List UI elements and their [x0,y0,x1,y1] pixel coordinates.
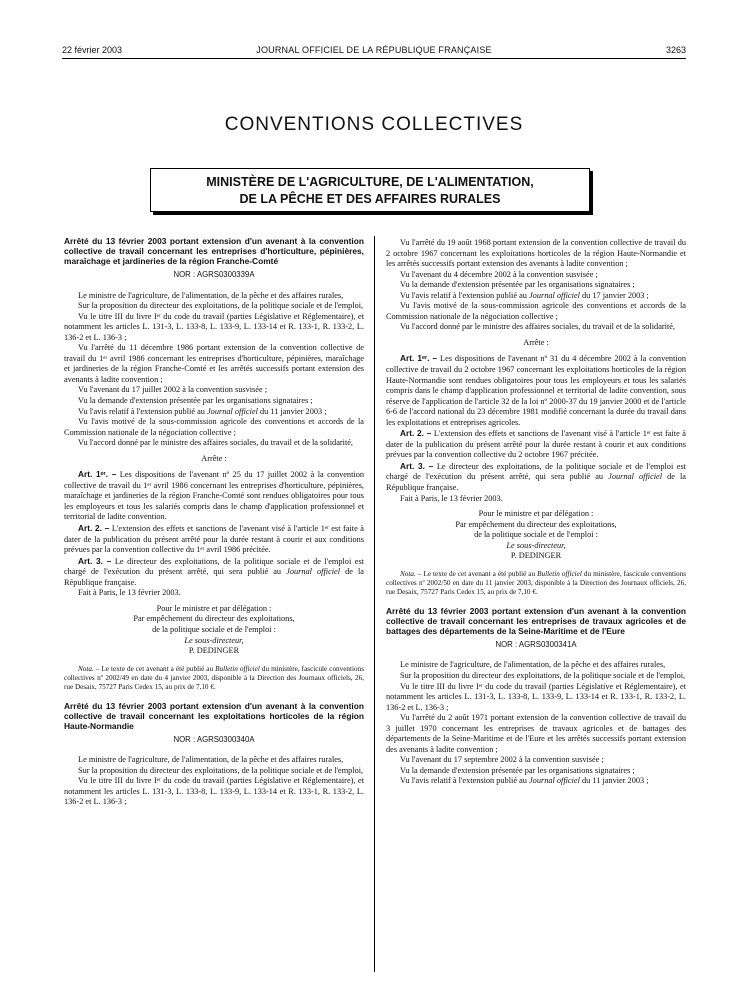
article [64,523,364,556]
paragraph [386,776,686,787]
article-label: Art. 3. – [78,555,112,566]
nor-reference: NOR : AGRS0300341A [495,639,577,649]
text: Le directeur des exploitations, de la politique sociale et de l'emploi est chargé de l'exécution du présent arrêté, qui sera publié au [64,556,364,577]
paragraph: Vu l'avenant du 17 juillet 2002 à la convention susvisée ; [78,385,268,395]
right-column [386,238,686,787]
left-column [64,236,364,808]
paragraph: Le ministre de l'agriculture, de l'alimentation, de la pêche et des affaires rurales, [78,755,344,765]
paragraph: Vu l'avis motivé de la sous-commission agricole des conventions et accords de la Commission nationale de la négociation collective ; [386,301,686,321]
decree-title: Arrêté du 13 février 2003 portant extension d'un avenant à la convention collective de travail concernant les exploitations horticoles de la région Haute-Normandie [64,700,364,731]
article [386,461,686,494]
paragraph: Vu la demande d'extension présentée par les organisations signataires ; [78,396,313,406]
paragraph: Le ministre de l'agriculture, de l'alimentation, de la pêche et des affaires rurales, [78,290,344,300]
column-separator [374,236,375,972]
text: Vu l'avis relatif à l'extension publié au [78,406,207,416]
text: Le texte de cet avenant a été publié au [99,664,216,673]
paragraph: Vu l'accord donné par le ministre des affaires sociales, du travail et de la solidarité, [400,322,676,332]
article-label: Art. 1ᵉʳ. – [400,353,438,364]
paragraph: Le ministre de l'agriculture, de l'alimentation, de la pêche et des affaires rurales, [400,660,666,670]
paragraph: Vu l'avenant du 17 septembre 2002 à la convention susvisée ; [400,755,604,765]
signature-line: de la politique sociale et de l'emploi : [474,530,598,540]
paragraph: Vu le titre III du livre Iᵉʳ du code du travail (parties Législative et Réglementaire), et notamment les articles L. 131-3, L. 133-8, L. 133-9, L. 133-14 et R. 133-1, R. 133-2, L. 136-2 et L. 136-3 ; [64,311,364,342]
signatory-name: P. DEDINGER [188,646,240,656]
text: du 17 janvier 2003 ; [579,290,649,300]
paragraph: Vu l'arrêté du 19 août 1968 portant extension de la convention collective de travail du 2 octobre 1967 concernant les exploitations horticoles de la région Haute-Normandie et les arrêtés successifs portant extension des avenants à ladite convention ; [386,238,686,269]
article-text: L'extension des effets et sanctions de l'avenant visé à l'article 1ᵉʳ est faite à dater de la publication du présent arrêté pour la durée restant à courir et aux conditions prévues par la convention collective du 1ᵉʳ avril 1986 précitée. [64,524,364,555]
text: de la République française. [64,567,364,587]
nota-label: Nota. – [78,664,100,673]
running-header [62,45,686,57]
paragraph: Vu la demande d'extension présentée par les organisations signataires ; [400,280,635,290]
done-at: Fait à Paris, le 13 février 2003. [400,493,503,503]
journal-ref: Journal officiel [608,472,663,482]
text: du ministère, fascicule conventions collectives nº 2002/50 en date du 11 janvier 2003, disponible à la Direction des Journaux officiels, 26, rue Desaix, 75727 Paris Cedex 15, au prix de 7,10 €. [386,569,686,596]
paragraph [386,291,686,302]
journal-ref: Journal officiel [528,776,580,786]
section-title: CONVENTIONS COLLECTIVES [224,114,524,135]
paragraph: Vu l'accord donné par le ministre des affaires sociales, du travail et de la solidarité, [78,438,354,448]
done-at: Fait à Paris, le 13 février 2003. [78,588,181,598]
paragraph: Vu la demande d'extension présentée par les organisations signataires ; [400,765,635,775]
signatory-name: P. DEDINGER [510,551,562,561]
article-label: Art. 2. – [400,428,432,439]
nota [386,570,686,597]
text: Le directeur des exploitations, de la politique sociale et de l'emploi est chargé de l'exécution du présent arrêté, qui sera publié au [386,461,686,482]
nor-reference: NOR : AGRS0300339A [173,270,255,279]
nota [64,665,364,692]
journal-ref: Journal officiel [206,406,258,416]
article [64,469,364,523]
bulletin-ref: Bulletin officiel [215,664,260,673]
paragraph: Vu le titre III du livre Iᵉʳ du code du travail (parties Législative et Réglementaire), et notamment les articles L. 131-3, L. 133-8, L. 133-9, L. 133-14 et R. 133-1, R. 133-2, L. 136-2 et L. 136-3 ; [64,776,364,807]
ministry-box [150,168,590,212]
paragraph: Sur la proposition du directeur des exploitations, de la politique sociale et de l'emploi, [400,670,686,680]
paragraph: Sur la proposition du directeur des exploitations, de la politique sociale et de l'emploi, [78,301,364,311]
header-rule [62,58,686,59]
ministry-line-1: MINISTÈRE DE L'AGRICULTURE, DE L'ALIMENTATION, [206,175,534,189]
decree-title: Arrêté du 13 février 2003 portant extension d'un avenant à la convention collective de travail concernant les entreprises d'horticulture, pépinières, maraîchage et jardineries de la région Franche-Comté [64,236,364,266]
signature-line: Pour le ministre et par délégation : [478,509,594,519]
article-label: Art. 1ᵉʳ. – [78,469,117,480]
decree-title: Arrêté du 13 février 2003 portant extension d'un avenant à la convention collective de travail concernant les entreprises de travaux agricoles et de battages des départements de la Seine-Maritime et de l'Eure [386,605,686,636]
journal-ref: Journal officiel [528,290,580,300]
article-text: Les dispositions de l'avenant nº 31 du 4 décembre 2002 à la convention collective de travail du 2 octobre 1967 concernant les exploitations horticoles de la région Haute-Normandie sont rendues obligatoires pour tous les employeurs et tous les salariés compris dans le champ d'application professionnel et territorial de ladite convention, sous réserve de l'application de l'article 32 de la loi nº 2000-37 du 19 janvier 2000 et de l'article 6-6 de l'accord national du 23 décembre 1981 modifié concernant la durée du travail dans les exploitations et entreprises agricoles. [386,354,686,427]
signature-title: Le sous-directeur, [506,540,566,550]
paragraph: Vu l'arrêté du 11 décembre 1986 portant extension de la convention collective de travail du 1ᵉʳ avril 1986 concernant les entreprises d'horticulture, pépinières, maraîchage et jardineries de la région Franche-Comté et les arrêtés successifs portant extension des avenants à ladite convention ; [64,343,364,384]
arrete-heading: Arrête : [201,453,227,463]
text: de la République française. [386,472,686,493]
journal-name: JOURNAL OFFICIEL DE LA RÉPUBLIQUE FRANÇAISE [256,45,492,55]
article-text: L'extension des effets et sanctions de l'avenant visé à l'article 1ᵉʳ est faite à dater de la publication du présent arrêté pour la durée restant à courir et aux conditions prévues par la convention collective du 2 octobre 1967 précitée. [386,429,686,460]
paragraph: Sur la proposition du directeur des exploitations, de la politique sociale et de l'emploi, [78,765,364,775]
paragraph [64,407,364,418]
article [386,353,686,428]
arrete-heading: Arrête : [523,337,549,347]
nor-reference: NOR : AGRS0300340A [173,734,255,744]
paragraph: Vu l'avis motivé de la sous-commission agricole des conventions et accords de la Commission nationale de la négociation collective ; [64,417,364,437]
article [386,428,686,461]
bulletin-ref: Bulletin officiel [537,569,582,578]
signature-line: Par empêchement du directeur des exploitations, [133,614,295,624]
issue-date: 22 février 2003 [62,45,123,55]
signature-title: Le sous-directeur, [184,635,244,645]
paragraph: Vu l'arrêté du 2 août 1971 portant extension de la convention collective de travail du 3 juillet 1970 concernant les entreprises de travaux agricoles et de battages des départements de la Seine-Maritime et de l'Eure et les arrêtés successifs portant extension des avenants à ladite convention ; [386,713,686,754]
paragraph: Vu le titre III du livre Iᵉʳ du code du travail (parties Législative et Réglementaire), et notamment les articles L. 131-3, L. 133-8, L. 133-9, L. 133-14 et R. 133-1, R. 133-2, L. 136-2 et L. 136-3 ; [386,681,686,712]
signature-line: Pour le ministre et par délégation : [156,603,272,613]
article-text: Les dispositions de l'avenant nº 25 du 17 juillet 2002 à la convention collective de travail du 1ᵉʳ avril 1986 concernant les entreprises d'horticulture, pépinières, maraîchage et jardineries de la région Franche-Comté sont rendues obligatoires pour tous les employeurs et tous les salariés compris dans le champ d'application professionnel et territorial de ladite convention. [64,470,364,522]
text: du ministère, fascicule conventions collectives nº 2002/49 en date du 4 janvier 2003, disponible à la Direction des Journaux officiels, 26, rue Desaix, 75727 Paris Cedex 15, au prix de 7,10 €. [64,664,364,691]
text: Le texte de cet avenant a été publié au [421,569,538,578]
article-label: Art. 3. – [400,460,434,471]
text: Vu l'avis relatif à l'extension publié au [400,776,529,786]
text: du 11 janvier 2003 ; [579,776,649,786]
article-label: Art. 2. – [78,523,110,534]
text: Vu l'avis relatif à l'extension publié au [400,290,529,300]
paragraph: Vu l'avenant du 4 décembre 2002 à la convention susvisée ; [400,269,598,279]
signature-line: de la politique sociale et de l'emploi : [152,624,276,634]
text: du 11 janvier 2003 ; [257,406,327,416]
article [64,556,364,589]
signature-line: Par empêchement du directeur des exploitations, [455,519,617,529]
journal-ref: Journal officiel [286,567,341,577]
ministry-line-2: DE LA PÊCHE ET DES AFFAIRES RURALES [239,192,501,206]
page-number: 3263 [665,45,686,55]
nota-label: Nota. – [400,569,422,578]
